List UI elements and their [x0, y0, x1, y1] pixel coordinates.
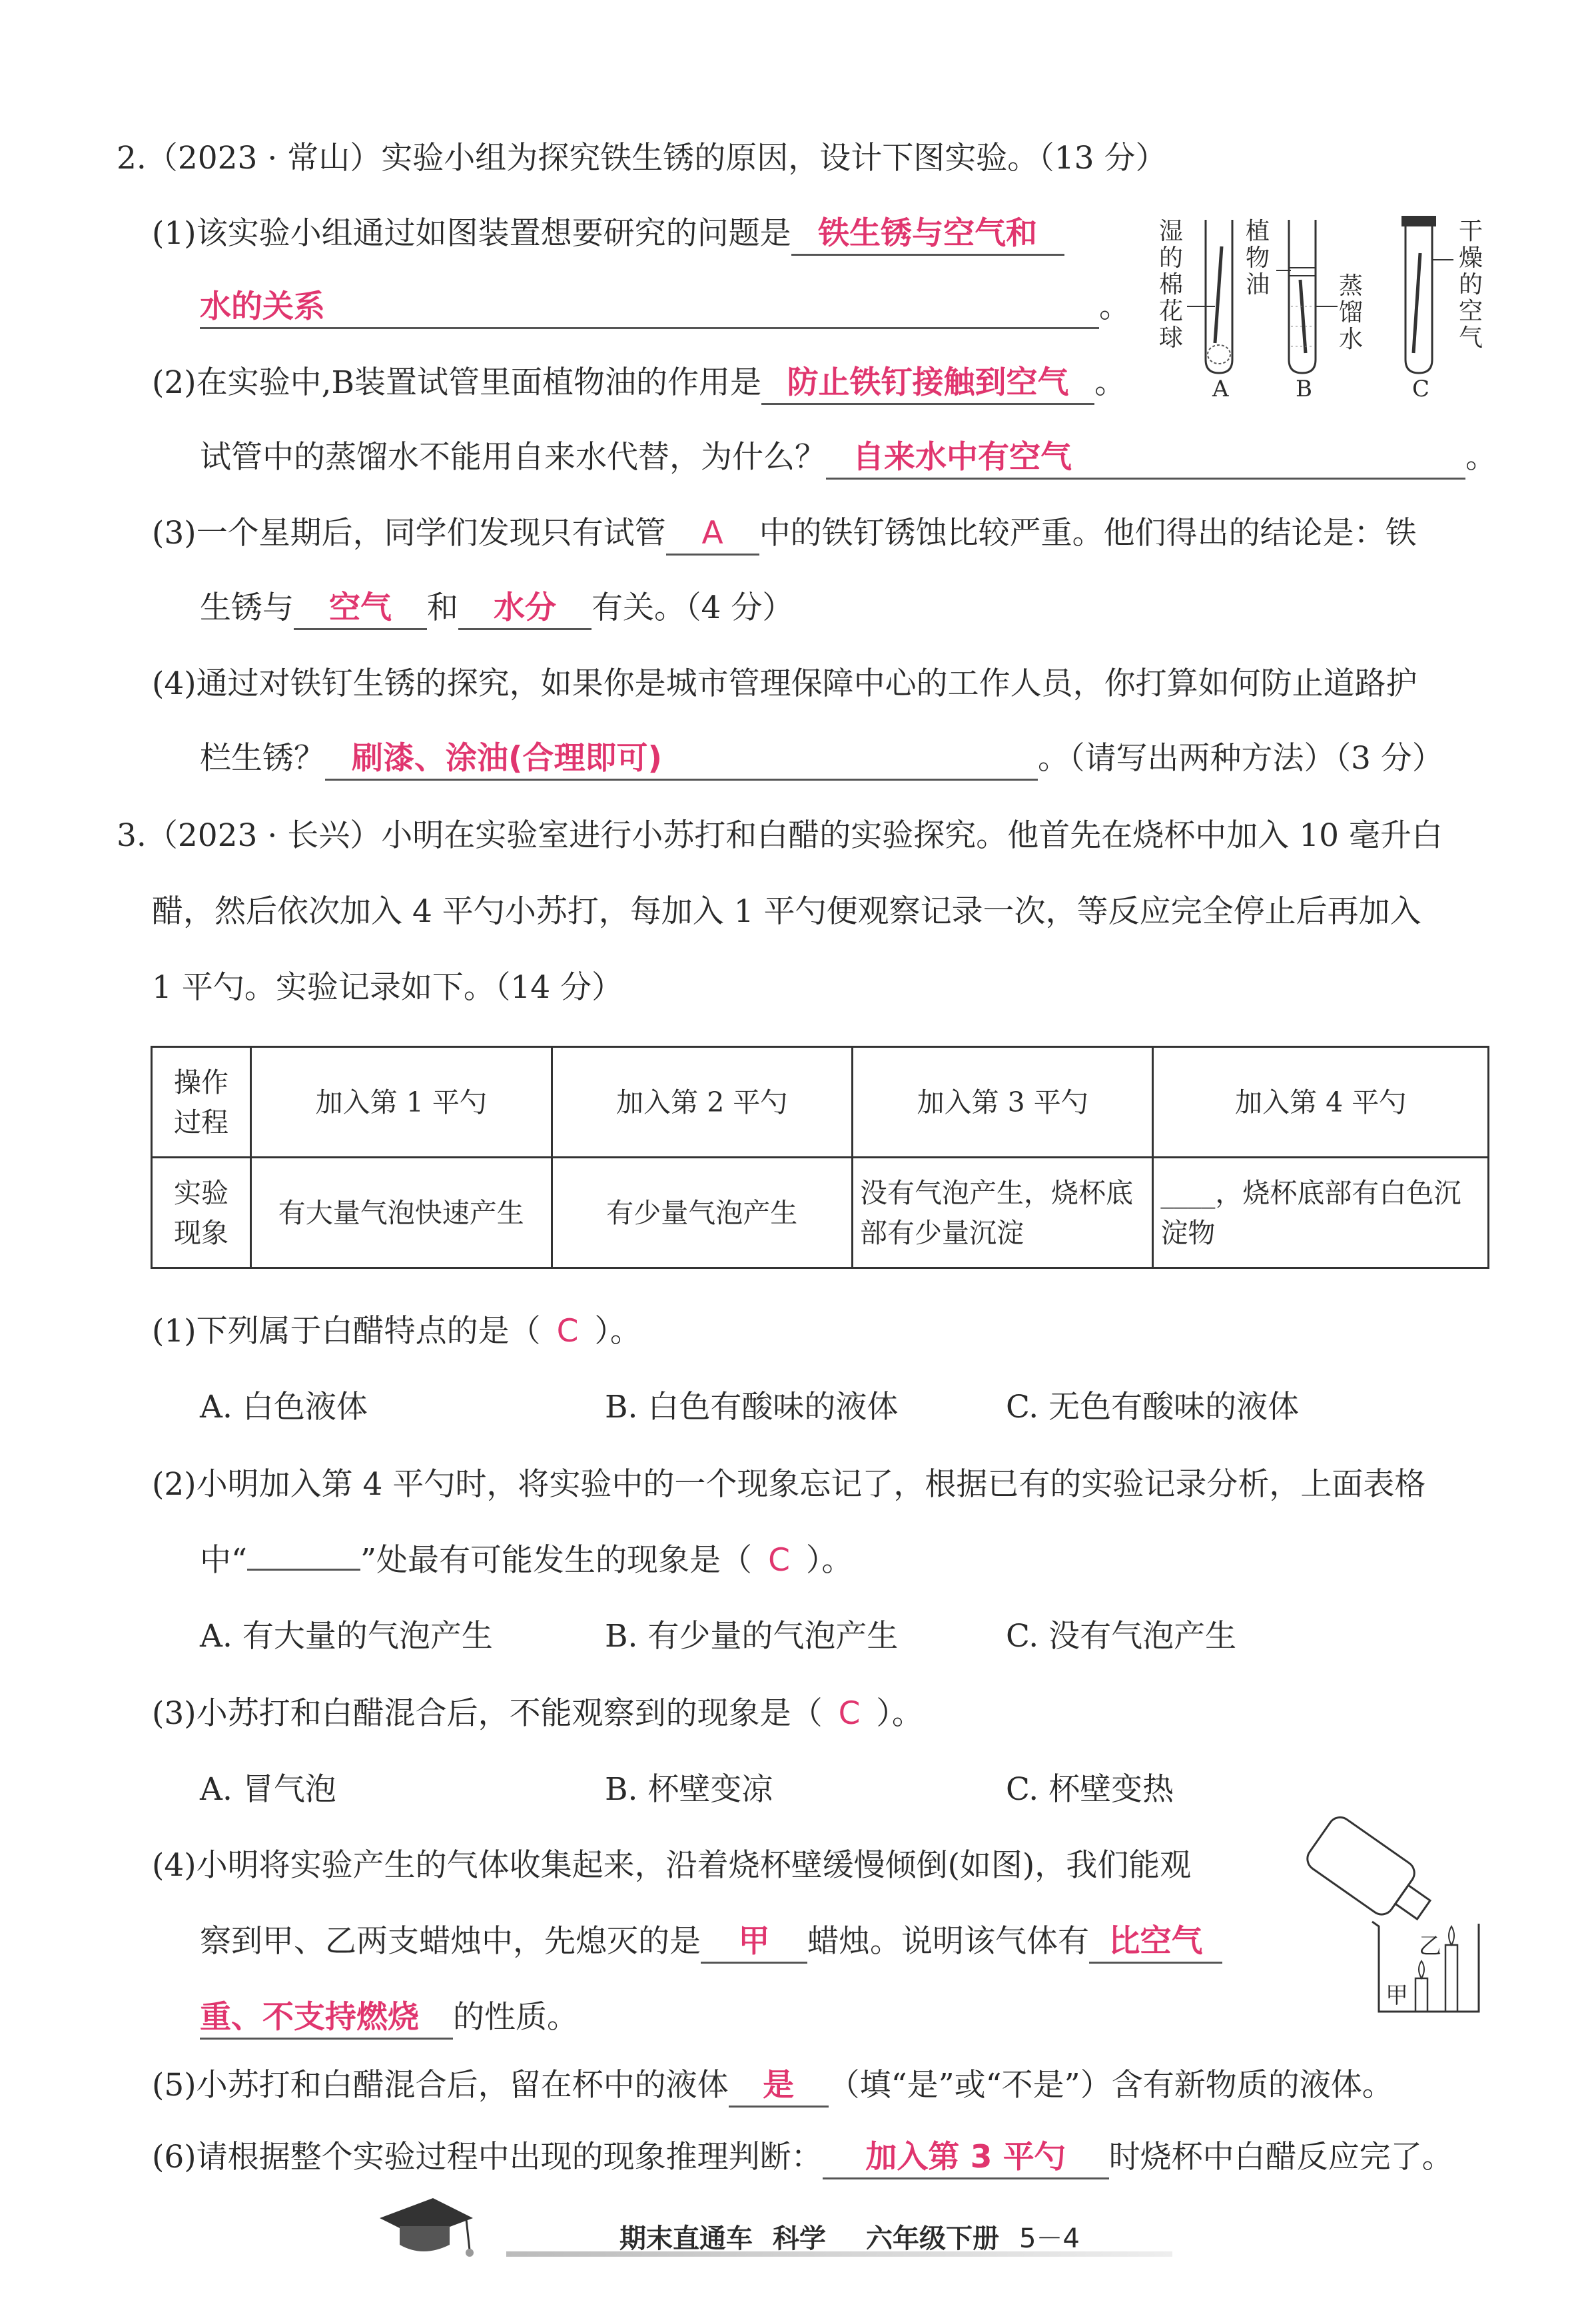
table-col-2: 加入第 2 平勺 — [552, 1047, 852, 1158]
q3-sub2-cont — [200, 1539, 853, 1583]
q3-sub3 — [152, 1692, 923, 1736]
q3-sub5-text-a: (5)小苏打和白醋混合后，留在杯中的液体 — [152, 2067, 729, 2104]
q3-sub4-blank-2a — [1089, 1922, 1222, 1964]
q2-part3-answer-tube: A — [701, 515, 723, 552]
q2-part3-answer-2: 水分 — [494, 589, 556, 626]
q3-sub2-text-c: ”处最有可能发生的现象是（ — [360, 1542, 753, 1579]
experiment-record-table — [151, 1046, 1489, 1269]
tube-a-label: A — [1212, 376, 1229, 402]
q3-sub5-answer: 是 — [763, 2067, 795, 2104]
q3-sub1-end: ）。 — [594, 1313, 641, 1350]
q3-sub2-opt-a: A. 有大量的气泡产生 — [200, 1618, 493, 1655]
q2-part1-answer-a: 铁生锈与空气和 — [818, 215, 1038, 252]
q2-part2-answer: 防止铁钉接触到空气 — [787, 364, 1069, 401]
q3-sub4-answer-2b: 重、不支持燃烧 — [200, 1999, 419, 2036]
q3-header-b: 醋，然后依次加入 4 平勺小苏打，每加入 1 平勺便观察记录一次，等反应完全停止后再加入 — [152, 893, 1421, 930]
q3-sub3-opt-a: A. 冒气泡 — [200, 1771, 336, 1808]
q3-sub3-text: (3)小苏打和白醋混合后，不能观察到的现象是（ — [152, 1695, 823, 1732]
candle-jia-label: 甲 — [1386, 1982, 1408, 2009]
q2-part4-blank — [325, 739, 1038, 781]
q3-sub4-cont — [200, 1920, 1222, 1964]
label-plant-oil: 植物油 — [1246, 218, 1270, 298]
q3-sub5-blank — [729, 2066, 829, 2108]
q3-sub2-opt-b: B. 有少量的气泡产生 — [605, 1618, 899, 1655]
q3-sub2: (2)小明加入第 4 平勺时，将实验中的一个现象忘记了，根据已有的实验记录分析，上面表格 — [152, 1466, 1426, 1503]
q2-part3-answer-1: 空气 — [329, 589, 392, 626]
q2-part3-text-a: (3)一个星期后，同学们发现只有试管 — [152, 515, 666, 552]
q2-part2b-text: 试管中的蒸馏水不能用自来水代替，为什么？ — [200, 439, 826, 476]
q3-sub3-end: ）。 — [876, 1695, 923, 1732]
q3-sub2-blank — [247, 1569, 360, 1571]
footer-grade: 六年级下册 — [866, 2223, 999, 2254]
q2-part2b — [200, 436, 1497, 480]
q2-part3-text-c: 生锈与 — [200, 589, 294, 626]
q3-sub4-answer-2a: 比空气 — [1108, 1923, 1203, 1960]
label-dry-air: 干燥的空气 — [1459, 218, 1483, 352]
footer-page-number: 5－4 — [1019, 2223, 1080, 2254]
q3-sub4-text-b: 察到甲、乙两支蜡烛中，先熄灭的是 — [200, 1923, 701, 1960]
q3-sub2-end: ）。 — [805, 1542, 853, 1579]
table-col-4: 加入第 4 平勺 — [1153, 1047, 1489, 1158]
q3-sub1-text: (1)下列属于白醋特点的是（ — [152, 1313, 541, 1350]
footer-book: 期末直通车 — [619, 2223, 753, 2254]
q2-part4-text-b: 栏生锈？ — [200, 740, 325, 777]
tube-b-label: B — [1296, 376, 1312, 402]
q2-part2b-answer: 自来水中有空气 — [853, 439, 1072, 476]
q3-sub1-opt-b: B. 白色有酸味的液体 — [605, 1389, 899, 1425]
q2-part2 — [152, 361, 1126, 405]
q2-header: 2.（2023 · 常山）实验小组为探究铁生锈的原因，设计下图实验。（13 分） — [117, 140, 1167, 177]
tube-c-label: C — [1412, 376, 1430, 402]
q2-part1-text: (1)该实验小组通过如图装置想要研究的问题是 — [152, 215, 791, 252]
graduation-cap-icon — [373, 2191, 480, 2265]
footer-subject: 科学 — [773, 2223, 826, 2254]
q2-part1-blank-a — [791, 214, 1064, 256]
label-wet-cotton: 湿的棉花球 — [1159, 218, 1184, 352]
q2-part1-answer-b: 水的关系 — [200, 288, 325, 325]
q2-part1-blank-b — [200, 287, 1099, 329]
q3-sub4-blank-1 — [701, 1922, 807, 1964]
q3-sub1 — [152, 1310, 641, 1354]
q2-part3-blank-1 — [294, 588, 427, 630]
table-head-phenomenon: 实验现象 — [152, 1158, 251, 1268]
q3-sub6-answer: 加入第 3 平勺 — [865, 2139, 1066, 2175]
label-distilled-water: 蒸馏水 — [1339, 272, 1364, 353]
q3-header-a: 3.（2023 · 长兴）小明在实验室进行小苏打和白醋的实验探究。他首先在烧杯中加入 10 毫升白 — [117, 817, 1443, 854]
q3-sub1-opt-a: A. 白色液体 — [200, 1389, 368, 1425]
beaker-candle-figure — [1286, 1812, 1492, 2018]
q3-sub3-opt-c: C. 杯壁变热 — [1006, 1771, 1174, 1808]
q3-sub4-text-d: 的性质。 — [453, 1999, 578, 2036]
q3-sub3-answer: C — [838, 1695, 861, 1732]
period: 。 — [1094, 364, 1126, 401]
q2-part3-cont — [200, 586, 793, 630]
q2-part3-text-d: 有关。（4 分） — [592, 589, 794, 626]
q2-part2-text: (2)在实验中,B装置试管里面植物油的作用是 — [152, 364, 762, 401]
table-obs-4: ____，烧杯底部有白色沉淀物 — [1153, 1158, 1489, 1268]
table-col-1: 加入第 1 平勺 — [251, 1047, 552, 1158]
table-col-3: 加入第 3 平勺 — [852, 1047, 1152, 1158]
q3-sub5-text-b: （填“是”或“不是”）含有新物质的液体。 — [828, 2067, 1393, 2104]
q2-part3-and: 和 — [427, 589, 458, 626]
q2-part4-cont — [200, 737, 1443, 781]
test-tube-figure — [1146, 206, 1492, 406]
q3-sub2-opt-c: C. 没有气泡产生 — [1006, 1618, 1237, 1655]
q2-part3-text-b: 中的铁钉锈蚀比较严重。他们得出的结论是：铁 — [759, 515, 1417, 552]
table-obs-1: 有大量气泡快速产生 — [251, 1158, 552, 1268]
table-row-operation — [152, 1047, 1489, 1158]
q3-sub4-text-c: 蜡烛。说明该气体有 — [807, 1923, 1089, 1960]
q3-sub4-blank-2b — [200, 1998, 453, 2040]
page-footer — [0, 2131, 1590, 2254]
test-tubes-diagram — [1146, 206, 1492, 406]
table-obs-3: 没有气泡产生，烧杯底部有少量沉淀 — [852, 1158, 1152, 1268]
q3-sub6-text-a: (6)请根据整个实验过程中出现的现象推理判断： — [152, 2139, 823, 2175]
q2-part3-blank-2 — [458, 588, 592, 630]
table-row-phenomenon — [152, 1158, 1489, 1268]
q2-part4: (4)通过对铁钉生锈的探究，如果你是城市管理保障中心的工作人员，你打算如何防止道路护 — [152, 665, 1417, 702]
q2-part3 — [152, 512, 1417, 556]
q3-sub5 — [152, 2064, 1393, 2108]
q3-sub4: (4)小明将实验产生的气体收集起来，沿着烧杯壁缓慢倾倒(如图)，我们能观 — [152, 1847, 1192, 1884]
period: 。 — [1099, 288, 1130, 325]
q2-part1-cont — [200, 285, 1130, 329]
period: 。 — [1465, 439, 1497, 476]
table-obs-2: 有少量气泡产生 — [552, 1158, 852, 1268]
q2-part2-blank — [761, 363, 1094, 405]
candle-yi-label: 乙 — [1419, 1933, 1441, 1960]
q3-sub2-answer: C — [768, 1542, 790, 1579]
q2-part1 — [152, 212, 1064, 256]
q3-sub4-cont2 — [200, 1996, 578, 2040]
q3-sub6-text-b: 时烧杯中白醋反应完了。 — [1108, 2139, 1453, 2175]
q3-sub1-opt-c: C. 无色有酸味的液体 — [1006, 1389, 1300, 1425]
q3-sub3-opt-b: B. 杯壁变凉 — [605, 1771, 773, 1808]
q2-part3-blank-tube — [666, 514, 759, 556]
q3-sub4-answer-1: 甲 — [738, 1923, 770, 1960]
q2-part4-text-c: 。（请写出两种方法）（3 分） — [1038, 740, 1443, 777]
q3-sub2-text-b: 中“ — [200, 1542, 248, 1579]
q3-sub1-answer: C — [556, 1313, 579, 1350]
q2-part2b-blank — [826, 438, 1465, 480]
table-head-operation: 操作过程 — [152, 1047, 251, 1158]
q2-part4-answer: 刷漆、涂油(合理即可) — [352, 740, 662, 777]
q3-header-c: 1 平勺。实验记录如下。（14 分） — [152, 969, 623, 1006]
